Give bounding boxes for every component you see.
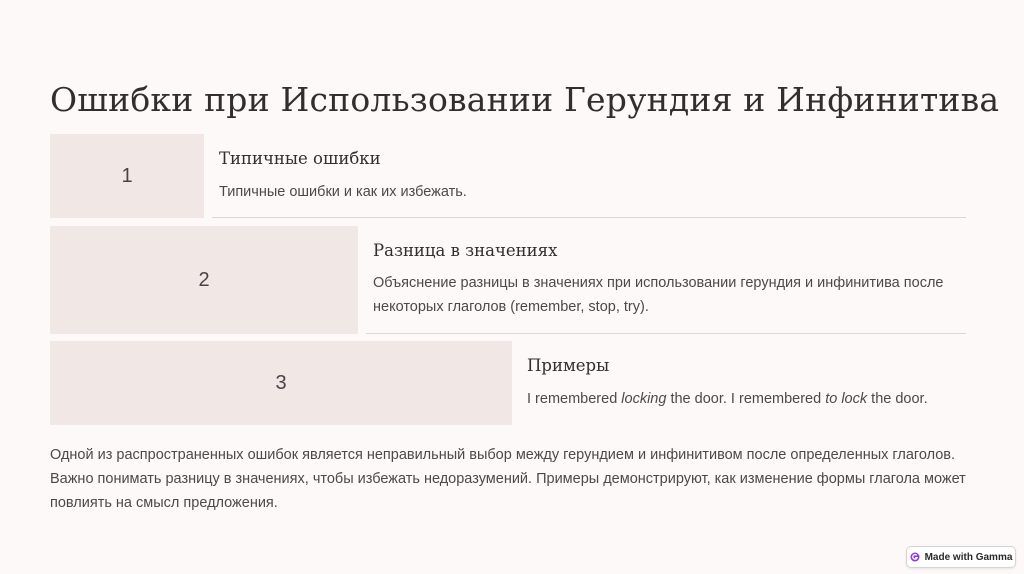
example-infinitive: to lock [825, 391, 868, 407]
example-text: I remembered [527, 391, 622, 407]
example-text: the door. [867, 391, 928, 407]
staircase-step-1 [50, 134, 966, 218]
step-content [219, 134, 966, 218]
step-description: Объяснение разницы в значениях при использовании герундия и инфинитива после некоторых глаголов (remember, stop, try). [373, 275, 944, 315]
step-number-box [50, 341, 512, 425]
step-heading: Типичные ошибки [219, 149, 381, 168]
step-number: 2 [198, 268, 210, 291]
step-number-box [50, 226, 358, 334]
step-divider [212, 217, 966, 218]
example-gerund: locking [621, 391, 667, 407]
step-description: Типичные ошибки и как их избежать. [219, 184, 467, 200]
made-with-gamma-badge[interactable] [906, 546, 1016, 568]
staircase-step-3 [50, 341, 966, 425]
step-divider [366, 333, 966, 334]
step-number-box [50, 134, 204, 218]
step-number: 3 [275, 371, 287, 394]
badge-label: Made with Gamma [924, 551, 1013, 563]
step-content [527, 341, 966, 425]
example-text: the door. I remembered [666, 391, 826, 407]
gamma-logo-icon [910, 552, 920, 562]
page-title: Ошибки при Использовании Герундия и Инфинитива [50, 80, 1000, 120]
step-heading: Разница в значениях [373, 241, 558, 260]
summary-paragraph: Одной из распространенных ошибок является неправильный выбор между герундием и инфинитивом после определенных глаголов. Важно понимать разницу в значениях, чтобы избежать недоразумений. Примеры демонстрируют, как изменение формы глагола может повлиять на смысл предложения. [50, 447, 966, 511]
step-example [527, 387, 966, 411]
step-heading: Примеры [527, 356, 610, 375]
step-content [373, 226, 966, 334]
step-number: 1 [121, 164, 133, 187]
staircase-step-2 [50, 226, 966, 334]
